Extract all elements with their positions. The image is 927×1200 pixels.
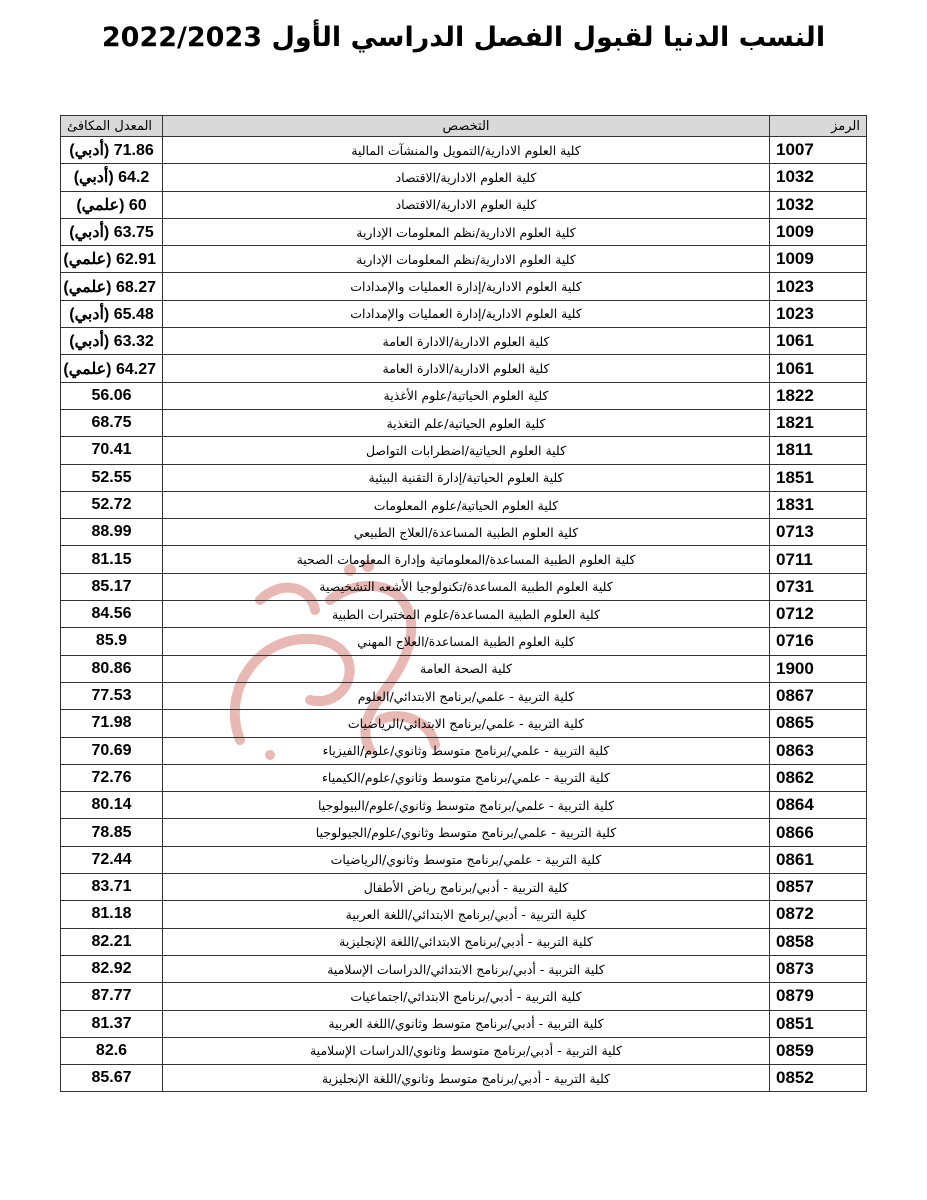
cell-code: 1009 (770, 246, 867, 273)
table-row (61, 846, 867, 873)
cell-code: 0879 (770, 983, 867, 1010)
cell-code: 1900 (770, 655, 867, 682)
cell-average: 81.37 (61, 1010, 163, 1037)
cell-specialization: كلية التربية - أدبي/برنامج الابتدائي/الدراسات الإسلامية (163, 955, 770, 982)
cell-code: 0866 (770, 819, 867, 846)
header-code: الرمز (770, 116, 867, 137)
cell-specialization: كلية العلوم الادارية/الادارة العامة (163, 355, 770, 382)
cell-code: 1811 (770, 437, 867, 464)
cell-average: 64.2 (أدبي) (61, 164, 163, 191)
cell-code: 1822 (770, 382, 867, 409)
table-row (61, 300, 867, 327)
table-row (61, 628, 867, 655)
cell-code: 0711 (770, 546, 867, 573)
cell-average: 63.75 (أدبي) (61, 218, 163, 245)
cell-code: 0862 (770, 764, 867, 791)
cell-code: 0857 (770, 874, 867, 901)
table-row (61, 1037, 867, 1064)
table-row (61, 573, 867, 600)
cell-code: 0863 (770, 737, 867, 764)
table-row (61, 1065, 867, 1092)
cell-code: 1821 (770, 409, 867, 436)
table-row (61, 710, 867, 737)
table-row (61, 246, 867, 273)
cell-code: 1032 (770, 191, 867, 218)
cell-specialization: كلية العلوم الادارية/الاقتصاد (163, 164, 770, 191)
table-row (61, 437, 867, 464)
cell-code: 0713 (770, 519, 867, 546)
cell-specialization: كلية العلوم الطبية المساعدة/المعلوماتية وإدارة المعلومات الصحية (163, 546, 770, 573)
cell-specialization: كلية العلوم الحياتية/علوم المعلومات (163, 491, 770, 518)
cell-specialization: كلية العلوم الادارية/نظم المعلومات الإدارية (163, 218, 770, 245)
cell-average: 82.21 (61, 928, 163, 955)
cell-average: 71.86 (أدبي) (61, 137, 163, 164)
cell-specialization: كلية العلوم الحياتية/إدارة التقنية البيئية (163, 464, 770, 491)
cell-average: 84.56 (61, 601, 163, 628)
table-row (61, 191, 867, 218)
cell-average: 85.9 (61, 628, 163, 655)
table-row (61, 218, 867, 245)
cell-code: 0731 (770, 573, 867, 600)
cell-code: 0716 (770, 628, 867, 655)
table-row (61, 273, 867, 300)
cell-code: 1009 (770, 218, 867, 245)
table-header-row (61, 116, 867, 137)
cell-average: 71.98 (61, 710, 163, 737)
cell-average: 72.76 (61, 764, 163, 791)
cell-average: 52.72 (61, 491, 163, 518)
cell-specialization: كلية العلوم الادارية/الادارة العامة (163, 328, 770, 355)
cell-code: 0852 (770, 1065, 867, 1092)
cell-average: 64.27 (علمي) (61, 355, 163, 382)
cell-average: 56.06 (61, 382, 163, 409)
cell-average: 87.77 (61, 983, 163, 1010)
cell-specialization: كلية العلوم الحياتية/علم التغذية (163, 409, 770, 436)
cell-specialization: كلية العلوم الطبية المساعدة/تكنولوجيا الأشعه التشخيصية (163, 573, 770, 600)
cell-average: 77.53 (61, 682, 163, 709)
table-row (61, 928, 867, 955)
cell-average: 68.27 (علمي) (61, 273, 163, 300)
table-row (61, 655, 867, 682)
cell-specialization: كلية التربية - علمي/برنامج الابتدائي/الرياضيات (163, 710, 770, 737)
table-row (61, 355, 867, 382)
header-specialization: التخصص (163, 116, 770, 137)
cell-average: 60 (علمي) (61, 191, 163, 218)
cell-specialization: كلية العلوم الادارية/التمويل والمنشآت المالية (163, 137, 770, 164)
cell-average: 80.14 (61, 792, 163, 819)
table-row (61, 1010, 867, 1037)
cell-average: 72.44 (61, 846, 163, 873)
cell-average: 81.18 (61, 901, 163, 928)
cell-specialization: كلية التربية - أدبي/برنامج متوسط وثانوي/اللغة العربية (163, 1010, 770, 1037)
table-row (61, 682, 867, 709)
cell-code: 0859 (770, 1037, 867, 1064)
table-row (61, 137, 867, 164)
table-row (61, 792, 867, 819)
cell-average: 85.67 (61, 1065, 163, 1092)
cell-code: 0872 (770, 901, 867, 928)
cell-average: 70.41 (61, 437, 163, 464)
header-average: المعدل المكافئ (61, 116, 163, 137)
table-row (61, 409, 867, 436)
cell-specialization: كلية التربية - أدبي/برنامج متوسط وثانوي/الدراسات الإسلامية (163, 1037, 770, 1064)
cell-average: 78.85 (61, 819, 163, 846)
cell-specialization: كلية التربية - أدبي/برنامج الابتدائي/اللغة الإنجليزية (163, 928, 770, 955)
cell-specialization: كلية العلوم الادارية/إدارة العمليات والإمدادات (163, 300, 770, 327)
cell-specialization: كلية التربية - علمي/برنامج الابتدائي/العلوم (163, 682, 770, 709)
cell-specialization: كلية التربية - علمي/برنامج متوسط وثانوي/علوم/الكيمياء (163, 764, 770, 791)
table-row (61, 737, 867, 764)
cell-average: 81.15 (61, 546, 163, 573)
cell-specialization: كلية التربية - أدبي/برنامج الابتدائي/اللغة العربية (163, 901, 770, 928)
cell-specialization: كلية التربية - أدبي/برنامج رياض الأطفال (163, 874, 770, 901)
table-row (61, 164, 867, 191)
cell-specialization: كلية التربية - علمي/برنامج متوسط وثانوي/الرياضيات (163, 846, 770, 873)
cell-specialization: كلية العلوم الطبية المساعدة/العلاج المهني (163, 628, 770, 655)
cell-code: 1061 (770, 355, 867, 382)
cell-average: 80.86 (61, 655, 163, 682)
table-row (61, 901, 867, 928)
table-row (61, 464, 867, 491)
cell-code: 0861 (770, 846, 867, 873)
cell-code: 1061 (770, 328, 867, 355)
cell-specialization: كلية العلوم الطبية المساعدة/علوم المختبرات الطبية (163, 601, 770, 628)
cell-specialization: كلية التربية - علمي/برنامج متوسط وثانوي/علوم/الجيولوجيا (163, 819, 770, 846)
table-row (61, 874, 867, 901)
cell-code: 0858 (770, 928, 867, 955)
cell-specialization: كلية التربية - علمي/برنامج متوسط وثانوي/علوم/الفيزياء (163, 737, 770, 764)
cell-average: 70.69 (61, 737, 163, 764)
cell-code: 1007 (770, 137, 867, 164)
cell-average: 63.32 (أدبي) (61, 328, 163, 355)
cell-code: 1831 (770, 491, 867, 518)
table-body (61, 137, 867, 1092)
cell-specialization: كلية العلوم الادارية/الاقتصاد (163, 191, 770, 218)
cell-average: 68.75 (61, 409, 163, 436)
cell-specialization: كلية العلوم الحياتية/اضطرابات التواصل (163, 437, 770, 464)
cell-average: 62.91 (علمي) (61, 246, 163, 273)
cell-average: 65.48 (أدبي) (61, 300, 163, 327)
cell-code: 1032 (770, 164, 867, 191)
cell-code: 1023 (770, 273, 867, 300)
cell-specialization: كلية العلوم الحياتية/علوم الأغذية (163, 382, 770, 409)
table-row (61, 601, 867, 628)
cell-code: 0865 (770, 710, 867, 737)
cell-average: 82.6 (61, 1037, 163, 1064)
cell-average: 82.92 (61, 955, 163, 982)
cell-average: 52.55 (61, 464, 163, 491)
cell-specialization: كلية التربية - أدبي/برنامج متوسط وثانوي/اللغة الإنجليزية (163, 1065, 770, 1092)
table-row (61, 519, 867, 546)
table-row (61, 491, 867, 518)
cell-code: 0867 (770, 682, 867, 709)
admission-table (60, 115, 867, 1092)
table-row (61, 983, 867, 1010)
cell-average: 83.71 (61, 874, 163, 901)
table-row (61, 819, 867, 846)
cell-specialization: كلية العلوم الادارية/إدارة العمليات والإمدادات (163, 273, 770, 300)
cell-specialization: كلية التربية - علمي/برنامج متوسط وثانوي/علوم/البيولوجيا (163, 792, 770, 819)
cell-specialization: كلية التربية - أدبي/برنامج الابتدائي/اجتماعيات (163, 983, 770, 1010)
cell-code: 0712 (770, 601, 867, 628)
cell-code: 0851 (770, 1010, 867, 1037)
cell-code: 0873 (770, 955, 867, 982)
table-row (61, 546, 867, 573)
cell-average: 88.99 (61, 519, 163, 546)
cell-code: 1851 (770, 464, 867, 491)
table-row (61, 328, 867, 355)
cell-code: 1023 (770, 300, 867, 327)
cell-code: 0864 (770, 792, 867, 819)
cell-specialization: كلية العلوم الطبية المساعدة/العلاج الطبيعي (163, 519, 770, 546)
table-row (61, 955, 867, 982)
table-row (61, 382, 867, 409)
cell-specialization: كلية الصحة العامة (163, 655, 770, 682)
cell-specialization: كلية العلوم الادارية/نظم المعلومات الإدارية (163, 246, 770, 273)
table-row (61, 764, 867, 791)
page-title: النسب الدنيا لقبول الفصل الدراسي الأول 2022/2023 (101, 22, 826, 53)
cell-average: 85.17 (61, 573, 163, 600)
